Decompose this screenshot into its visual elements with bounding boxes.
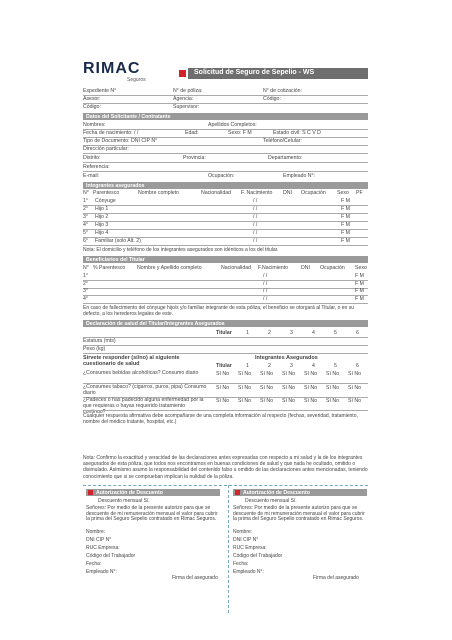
divider (83, 295, 368, 296)
divider (83, 171, 368, 172)
auth-ruc-field[interactable]: RUC Empresa: (233, 545, 267, 551)
auth-title: Autorización de Descuento (243, 489, 310, 496)
referencia-field[interactable]: Referencia: (83, 164, 110, 170)
edad-field[interactable]: Edad: (185, 130, 199, 136)
auth-fecha-field[interactable]: Fecha: (233, 561, 249, 567)
email-field[interactable]: E-mail: (83, 173, 100, 179)
asegurados-note: Nota: El domicilio y teléfono de los integrantes asegurados son idénticos a los del titular. (83, 247, 279, 253)
rimac-logo (83, 60, 153, 86)
title-marker (179, 70, 186, 77)
sexo-box[interactable]: F M (355, 273, 364, 279)
auth-marker (88, 490, 93, 495)
column-header: N° (83, 265, 89, 271)
supervisor-field[interactable]: Supervisor: (173, 104, 200, 110)
salud-question: ¿Consumes tabaco? (cigarros, puros, pipa) Consumo diario (83, 384, 207, 396)
divider (83, 337, 368, 338)
date-slots[interactable]: / / (263, 280, 268, 287)
row-parentesco: Familiar (solo Alt. 2) (95, 238, 141, 244)
yes-no-option[interactable]: Sí No (216, 398, 229, 404)
sexo-box[interactable]: F M (341, 214, 350, 220)
auth-fecha-field[interactable]: Fecha: (86, 561, 102, 567)
yes-no-option[interactable]: Sí No (282, 371, 295, 377)
divider (83, 95, 368, 96)
section-solicitante (83, 113, 368, 120)
yes-no-option[interactable]: Sí No (260, 371, 273, 377)
auth-signature-label: Firma del asegurado (172, 575, 218, 581)
asesor-field[interactable]: Asesor: (83, 96, 101, 102)
column-header: 4 (312, 330, 315, 336)
auth-empleado-field[interactable]: Empleado N°: (86, 569, 117, 575)
section-asegurados (83, 182, 368, 189)
column-header: 6 (356, 363, 359, 369)
yes-no-option[interactable]: Sí No (282, 398, 295, 404)
salud-note: Cualquier respuesta afirmativa debe acompañarse de una completa información al respecto (fechas, severidad, tratamiento, nombre del médico tratante, hospital, etc.) (83, 413, 358, 426)
section-title: Datos del Solicitante / Contratante (86, 113, 171, 120)
yes-no-option[interactable]: Sí No (348, 371, 361, 377)
date-slots[interactable]: / / (253, 238, 258, 244)
auth-block-1 (86, 489, 220, 597)
yes-no-option[interactable]: Sí No (216, 385, 229, 391)
salud-question-head: Sírvete responder (sí/no) al siguiente cuestionario de salud (83, 355, 180, 367)
section-title: Beneficiarios del Titular (86, 256, 145, 263)
column-header: N° (83, 190, 89, 196)
apellidos-field[interactable]: Apellidos Completos: (208, 122, 257, 128)
auth-text: Señores: Por medio de la presente autorizo para que se descuente de mi remuneración mensual el valor para cubrir la prima del Seguro Sepelio contratado en Rimac Seguros. (86, 505, 218, 523)
auth-doc-field[interactable]: DNI CIP N° (233, 537, 259, 543)
date-slots[interactable]: / / (253, 222, 258, 228)
row-number: 1° (83, 198, 88, 204)
row-number: 5° (83, 230, 88, 236)
column-header: % Parentesco (93, 265, 126, 271)
divider (83, 303, 368, 304)
codigo-asesor-field[interactable]: Código: (83, 104, 101, 110)
logo-subtitle: Seguros (127, 77, 146, 83)
row-parentesco: Hijo 1 (95, 206, 109, 212)
ocupacion-field[interactable]: Ocupación: (208, 173, 235, 179)
divider (83, 221, 368, 222)
auth-subtitle: Descuento mensual S/. (245, 498, 297, 504)
divider (83, 213, 368, 214)
tipo-documento-field[interactable]: Tipo de Documento: DNI CIP N° (83, 138, 158, 144)
yes-no-option[interactable]: Sí No (282, 385, 295, 391)
column-header: 2 (268, 363, 271, 369)
sexo-box[interactable]: F M (355, 280, 364, 287)
column-header: 5 (334, 363, 337, 369)
row-parentesco: Hijo 2 (95, 214, 109, 220)
yes-no-option[interactable]: Sí No (238, 398, 251, 404)
divider (83, 103, 368, 104)
yes-no-option[interactable]: Sí No (216, 371, 229, 377)
titular-label: Titular (216, 330, 232, 336)
divider (83, 280, 368, 281)
column-header: Parentesco (93, 190, 120, 196)
row-number: 2° (83, 206, 88, 212)
auth-block-2 (233, 489, 367, 597)
form-title: Solicitud de Seguro de Sepelio - WS (194, 69, 315, 76)
departamento-field[interactable]: Departamento: (268, 155, 303, 161)
sexo-field[interactable]: Sexo: F M (228, 130, 252, 136)
sexo-box[interactable]: F M (341, 238, 350, 244)
column-header: Sexo (337, 190, 349, 196)
final-declaration: Nota: Confirmo la exactitud y veracidad de las declaraciones antes expresadas con respecto a mi salud y la de los integrantes asegurados de esta póliza, que todos nos encontramos en buenas condiciones de salud y que nada he ocultado, omitido o disimulado. Asimismo asumo la responsabilidad del contenido falso u omitido de las declaraciones antes mencionadas, teniendo conocimiento que si se comprueban implican la nulidad de la póliza. (83, 455, 368, 480)
cut-line-horizontal (83, 485, 368, 486)
titular-label: Titular (216, 363, 232, 369)
column-header: Nombre y Apellido completo (137, 265, 202, 271)
auth-nombre-field[interactable]: Nombre: (86, 529, 106, 535)
section-beneficiarios (83, 256, 368, 263)
row-number: 4° (83, 222, 88, 228)
cotizacion-field[interactable]: N° de cotización: (263, 88, 302, 94)
divider (83, 162, 368, 163)
auth-header (86, 489, 220, 496)
column-header: Nombre completo (138, 190, 179, 196)
column-header: F.Nacimiento (258, 265, 288, 271)
auth-title: Autorización de Descuento (96, 489, 163, 496)
date-slots[interactable]: / / (253, 206, 258, 212)
divider (83, 205, 368, 206)
yes-no-option[interactable]: Sí No (304, 371, 317, 377)
telefono-field[interactable]: Teléfono/Celular: (263, 138, 302, 144)
yes-no-option[interactable]: Sí No (326, 385, 339, 391)
date-slots[interactable]: / / (263, 295, 268, 302)
column-header: 4 (312, 363, 315, 369)
poliza-field[interactable]: N° de póliza: (173, 88, 203, 94)
auth-header (233, 489, 367, 496)
date-slots[interactable]: / / (253, 214, 258, 220)
yes-no-option[interactable]: Sí No (238, 371, 251, 377)
column-header: Ocupación (320, 265, 345, 271)
auth-marker (235, 490, 240, 495)
distrito-field[interactable]: Distrito: (83, 155, 101, 161)
column-header: PF (356, 190, 363, 196)
divider (83, 345, 368, 346)
logo-wordmark: RIMAC (83, 60, 141, 77)
form-title-bar (188, 68, 368, 79)
date-slots[interactable]: / / (263, 288, 268, 294)
estado-civil-field[interactable]: Estado civil: S C V D (273, 130, 321, 136)
yes-no-option[interactable]: Sí No (260, 385, 273, 391)
date-slots[interactable]: / / (253, 198, 258, 204)
column-header: Nacionalidad (221, 265, 251, 271)
section-title: Declaración de salud del Titular/Integrantes Asegurados (86, 320, 225, 327)
row-parentesco: Cónyuge (95, 198, 116, 204)
peso-field[interactable]: Peso (kg) (83, 346, 106, 352)
salud-group-label: Integrantes Asegurados (255, 355, 318, 361)
benef-note: En caso de fallecimiento del cónyuge hijo/s y/o familiar integrante de esta póliza, el beneficio se otorgará al Titular, o en su defecto, a los herederos legales de este. (83, 305, 354, 318)
salud-question: ¿Consumes bebidas alcohólicas? Consumo diario (83, 370, 199, 376)
sexo-box[interactable]: F M (355, 288, 364, 294)
row-number: 6° (83, 238, 88, 244)
column-header: 1 (246, 330, 249, 336)
sexo-box[interactable]: F M (341, 198, 350, 204)
column-header: Nacionalidad (201, 190, 231, 196)
provincia-field[interactable]: Provincia: (183, 155, 206, 161)
column-header: F. Nacimiento (241, 190, 273, 196)
auth-nombre-field[interactable]: Nombre: (233, 529, 253, 535)
divider (83, 153, 368, 154)
yes-no-option[interactable]: Sí No (304, 385, 317, 391)
codigo-field[interactable]: Código: (263, 96, 281, 102)
row-number: 4° (83, 295, 88, 302)
auth-text: Señores: Por medio de la presente autorizo para que se descuente de mi remuneración mensual el valor para cubrir la prima del Seguro Sepelio contratado en Rimac Seguros. (233, 505, 365, 523)
column-header: 1 (246, 363, 249, 369)
auth-codigo-field[interactable]: Código del Trabajador (233, 553, 283, 559)
yes-no-option[interactable]: Sí No (326, 398, 339, 404)
auth-doc-field[interactable]: DNI CIP N° (86, 537, 112, 543)
salud-question: ¿Padeces o has padecido alguna enfermedad por la que requieras o hayas requerido tratamiento continuo? (83, 397, 204, 415)
column-header: Sexo (355, 265, 367, 271)
column-header: 5 (334, 330, 337, 336)
row-parentesco: Hijo 4 (95, 230, 109, 236)
sexo-box[interactable]: F M (341, 222, 350, 228)
direccion-field[interactable]: Dirección particular: (83, 146, 129, 152)
column-header: 2 (268, 330, 271, 336)
auth-signature-label: Firma del asegurado (313, 575, 359, 581)
yes-no-option[interactable]: Sí No (304, 398, 317, 404)
row-number: 2° (83, 280, 88, 287)
divider (83, 353, 368, 354)
column-header: 3 (290, 330, 293, 336)
agencia-field[interactable]: Agencia: (173, 96, 194, 102)
date-slots[interactable]: / / (263, 273, 268, 279)
row-number: 3° (83, 288, 88, 294)
divider (83, 410, 368, 411)
column-header: DNI (283, 190, 292, 196)
fecha-nacimiento-field[interactable]: Fecha de nacimiento: / / (83, 130, 139, 136)
expediente-field[interactable]: Expediente N° (83, 88, 117, 94)
section-title: Integrantes asegurados (86, 182, 145, 189)
auth-subtitle: Descuento mensual S/. (98, 498, 150, 504)
divider (83, 229, 368, 230)
yes-no-option[interactable]: Sí No (260, 398, 273, 404)
nombres-field[interactable]: Nombres: (83, 122, 106, 128)
divider (83, 245, 368, 246)
sexo-box[interactable]: F M (341, 206, 350, 212)
sexo-box[interactable]: F M (341, 230, 350, 236)
auth-empleado-field[interactable]: Empleado N°: (233, 569, 264, 575)
auth-codigo-field[interactable]: Código del Trabajador (86, 553, 136, 559)
row-number: 3° (83, 214, 88, 220)
column-header: 3 (290, 363, 293, 369)
yes-no-option[interactable]: Sí No (348, 385, 361, 391)
date-slots[interactable]: / / (253, 230, 258, 236)
section-salud (83, 320, 368, 327)
divider (83, 288, 368, 289)
empleado-field[interactable]: Empleado N°: (283, 173, 316, 179)
yes-no-option[interactable]: Sí No (238, 385, 251, 391)
column-header: DNI (301, 265, 310, 271)
yes-no-option[interactable]: Sí No (326, 371, 339, 377)
estatura-field[interactable]: Estatura (mts) (83, 338, 116, 344)
yes-no-option[interactable]: Sí No (348, 398, 361, 404)
column-header: Ocupación (301, 190, 326, 196)
row-number: 1° (83, 273, 88, 279)
sexo-box[interactable]: F M (355, 295, 364, 302)
column-header: 6 (356, 330, 359, 336)
row-parentesco: Hijo 3 (95, 222, 109, 228)
auth-ruc-field[interactable]: RUC Empresa: (86, 545, 120, 551)
cut-line-vertical (228, 485, 229, 613)
